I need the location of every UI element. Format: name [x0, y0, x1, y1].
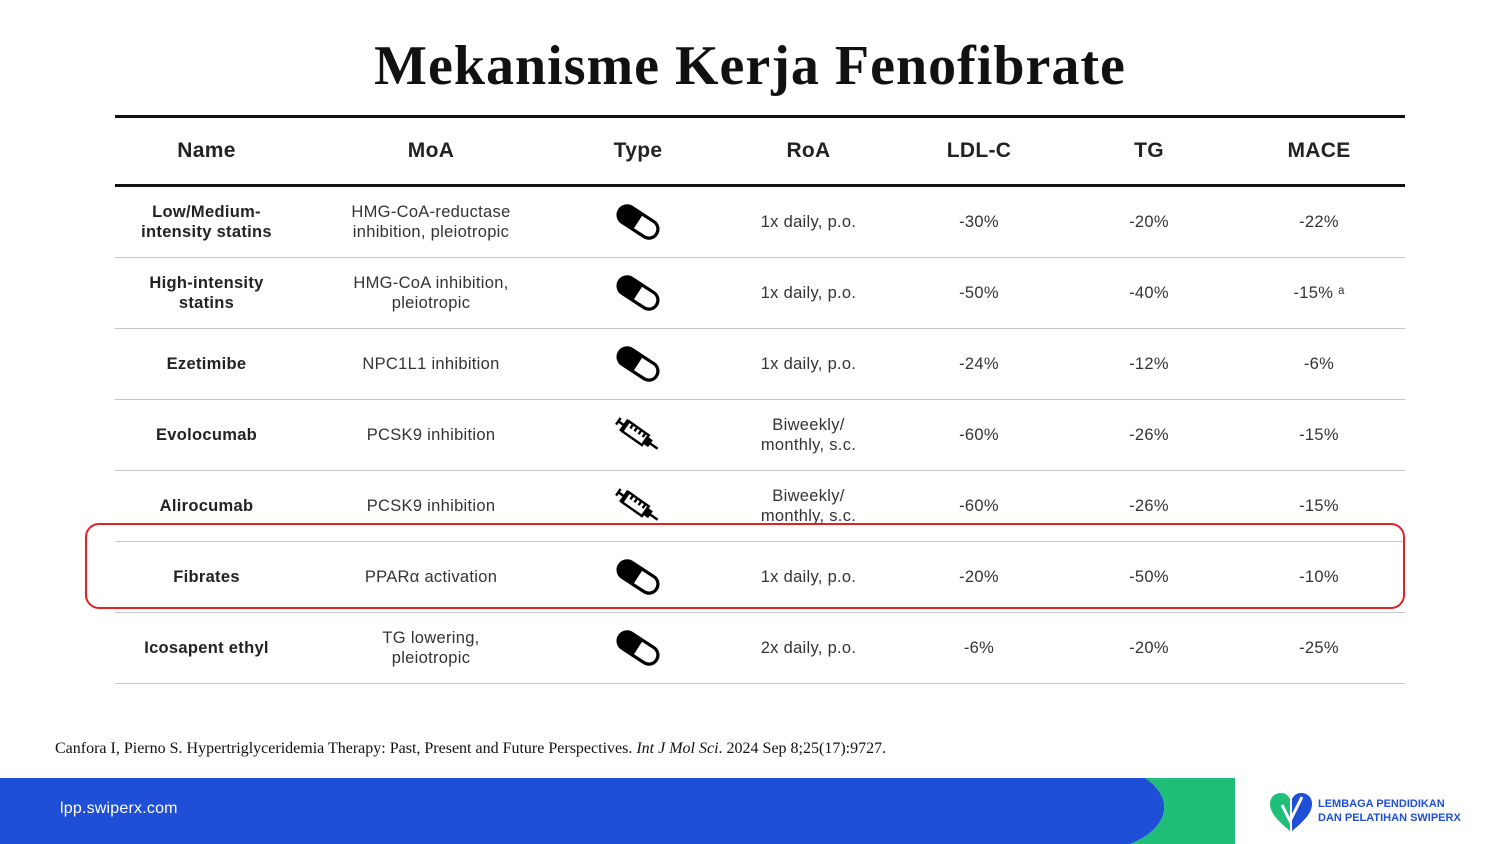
moa-cell: PCSK9 inhibition: [366, 497, 496, 515]
tg-cell: -20%: [1129, 639, 1169, 657]
roa-cell: 1x daily, p.o.: [760, 213, 857, 231]
table-row: [115, 613, 1405, 684]
drug-name: High-intensity statins: [149, 274, 264, 312]
tg-cell: -26%: [1129, 426, 1169, 444]
table-row: [115, 400, 1405, 471]
type-cell: [564, 628, 712, 668]
tg-cell: -12%: [1129, 355, 1169, 373]
mace-cell: -25%: [1299, 639, 1339, 657]
mace-cell: -15% ᵃ: [1293, 284, 1345, 302]
type-cell: [564, 273, 712, 313]
type-cell: [564, 486, 712, 526]
drug-name: Icosapent ethyl: [144, 639, 269, 657]
moa-cell: HMG-CoA-reductase inhibition, pleiotropic: [351, 203, 511, 241]
header-tg: TG: [1134, 139, 1164, 162]
moa-cell: TG lowering, pleiotropic: [382, 629, 480, 667]
drug-name: Fibrates: [173, 568, 240, 586]
pill-icon: [613, 273, 663, 313]
drug-name: Low/Medium- intensity statins: [141, 203, 272, 241]
syringe-icon: [613, 486, 663, 526]
mace-cell: -6%: [1303, 355, 1335, 373]
roa-cell: 2x daily, p.o.: [760, 639, 857, 657]
drug-name: Ezetimibe: [166, 355, 247, 373]
table-body: [115, 187, 1405, 684]
citation-authors: Canfora I, Pierno S. Hypertriglyceridemia Therapy: Past, Present and Future Perspectives.: [55, 740, 637, 757]
mace-cell: -10%: [1299, 568, 1339, 586]
moa-cell: NPC1L1 inhibition: [362, 355, 500, 373]
mace-cell: -15%: [1299, 426, 1339, 444]
moa-cell: PPARα activation: [364, 568, 498, 586]
citation: [55, 740, 886, 758]
ldl-c-cell: -6%: [963, 639, 995, 657]
roa-cell: 1x daily, p.o.: [760, 355, 857, 373]
table-row: [115, 187, 1405, 258]
brand-line-2: DAN PELATIHAN SWIPERX: [1318, 812, 1461, 824]
type-cell: [564, 344, 712, 384]
brand-line-1: LEMBAGA PENDIDIKAN: [1318, 798, 1445, 810]
header-name: Name: [177, 139, 236, 162]
table-header-row: [115, 115, 1405, 187]
table-row: [115, 329, 1405, 400]
roa-cell: 1x daily, p.o.: [760, 568, 857, 586]
syringe-icon: [613, 415, 663, 455]
table-row: [115, 258, 1405, 329]
mace-cell: -22%: [1299, 213, 1339, 231]
mace-cell: -15%: [1299, 497, 1339, 515]
ldl-c-cell: -30%: [959, 213, 999, 231]
ldl-c-cell: -60%: [959, 426, 999, 444]
roa-cell: Biweekly/ monthly, s.c.: [760, 416, 857, 454]
ldl-c-cell: -24%: [959, 355, 999, 373]
fibrates-highlight-box: [85, 523, 1405, 609]
ldl-c-cell: -50%: [959, 284, 999, 302]
pill-icon: [613, 202, 663, 242]
drug-name: Evolocumab: [155, 426, 258, 444]
tg-cell: -26%: [1129, 497, 1169, 515]
ldl-c-cell: -20%: [959, 568, 999, 586]
roa-cell: Biweekly/ monthly, s.c.: [760, 487, 857, 525]
header-mace: MACE: [1287, 139, 1351, 162]
type-cell: [564, 415, 712, 455]
website-link[interactable]: lpp.swiperx.com: [60, 800, 178, 817]
heart-logo-icon: [1268, 791, 1314, 833]
pill-icon: [613, 628, 663, 668]
citation-details: . 2024 Sep 8;25(17):9727.: [718, 740, 887, 757]
tg-cell: -40%: [1129, 284, 1169, 302]
moa-cell: PCSK9 inhibition: [366, 426, 496, 444]
ldl-c-cell: -60%: [959, 497, 999, 515]
header-type: Type: [613, 139, 663, 162]
brand-logo: [1268, 791, 1488, 833]
citation-journal: Int J Mol Sci: [636, 740, 719, 757]
slide-title: Mekanisme Kerja Fenofibrate: [374, 35, 1126, 97]
pill-icon: [613, 344, 663, 384]
tg-cell: -20%: [1129, 213, 1169, 231]
type-cell: [564, 202, 712, 242]
drug-name: Alirocumab: [159, 497, 254, 515]
roa-cell: 1x daily, p.o.: [760, 284, 857, 302]
header-moa: MoA: [407, 139, 455, 162]
header-ldl-c: LDL-C: [946, 139, 1012, 162]
moa-cell: HMG-CoA inhibition, pleiotropic: [353, 274, 509, 312]
header-roa: RoA: [786, 139, 831, 162]
tg-cell: -50%: [1129, 568, 1169, 586]
